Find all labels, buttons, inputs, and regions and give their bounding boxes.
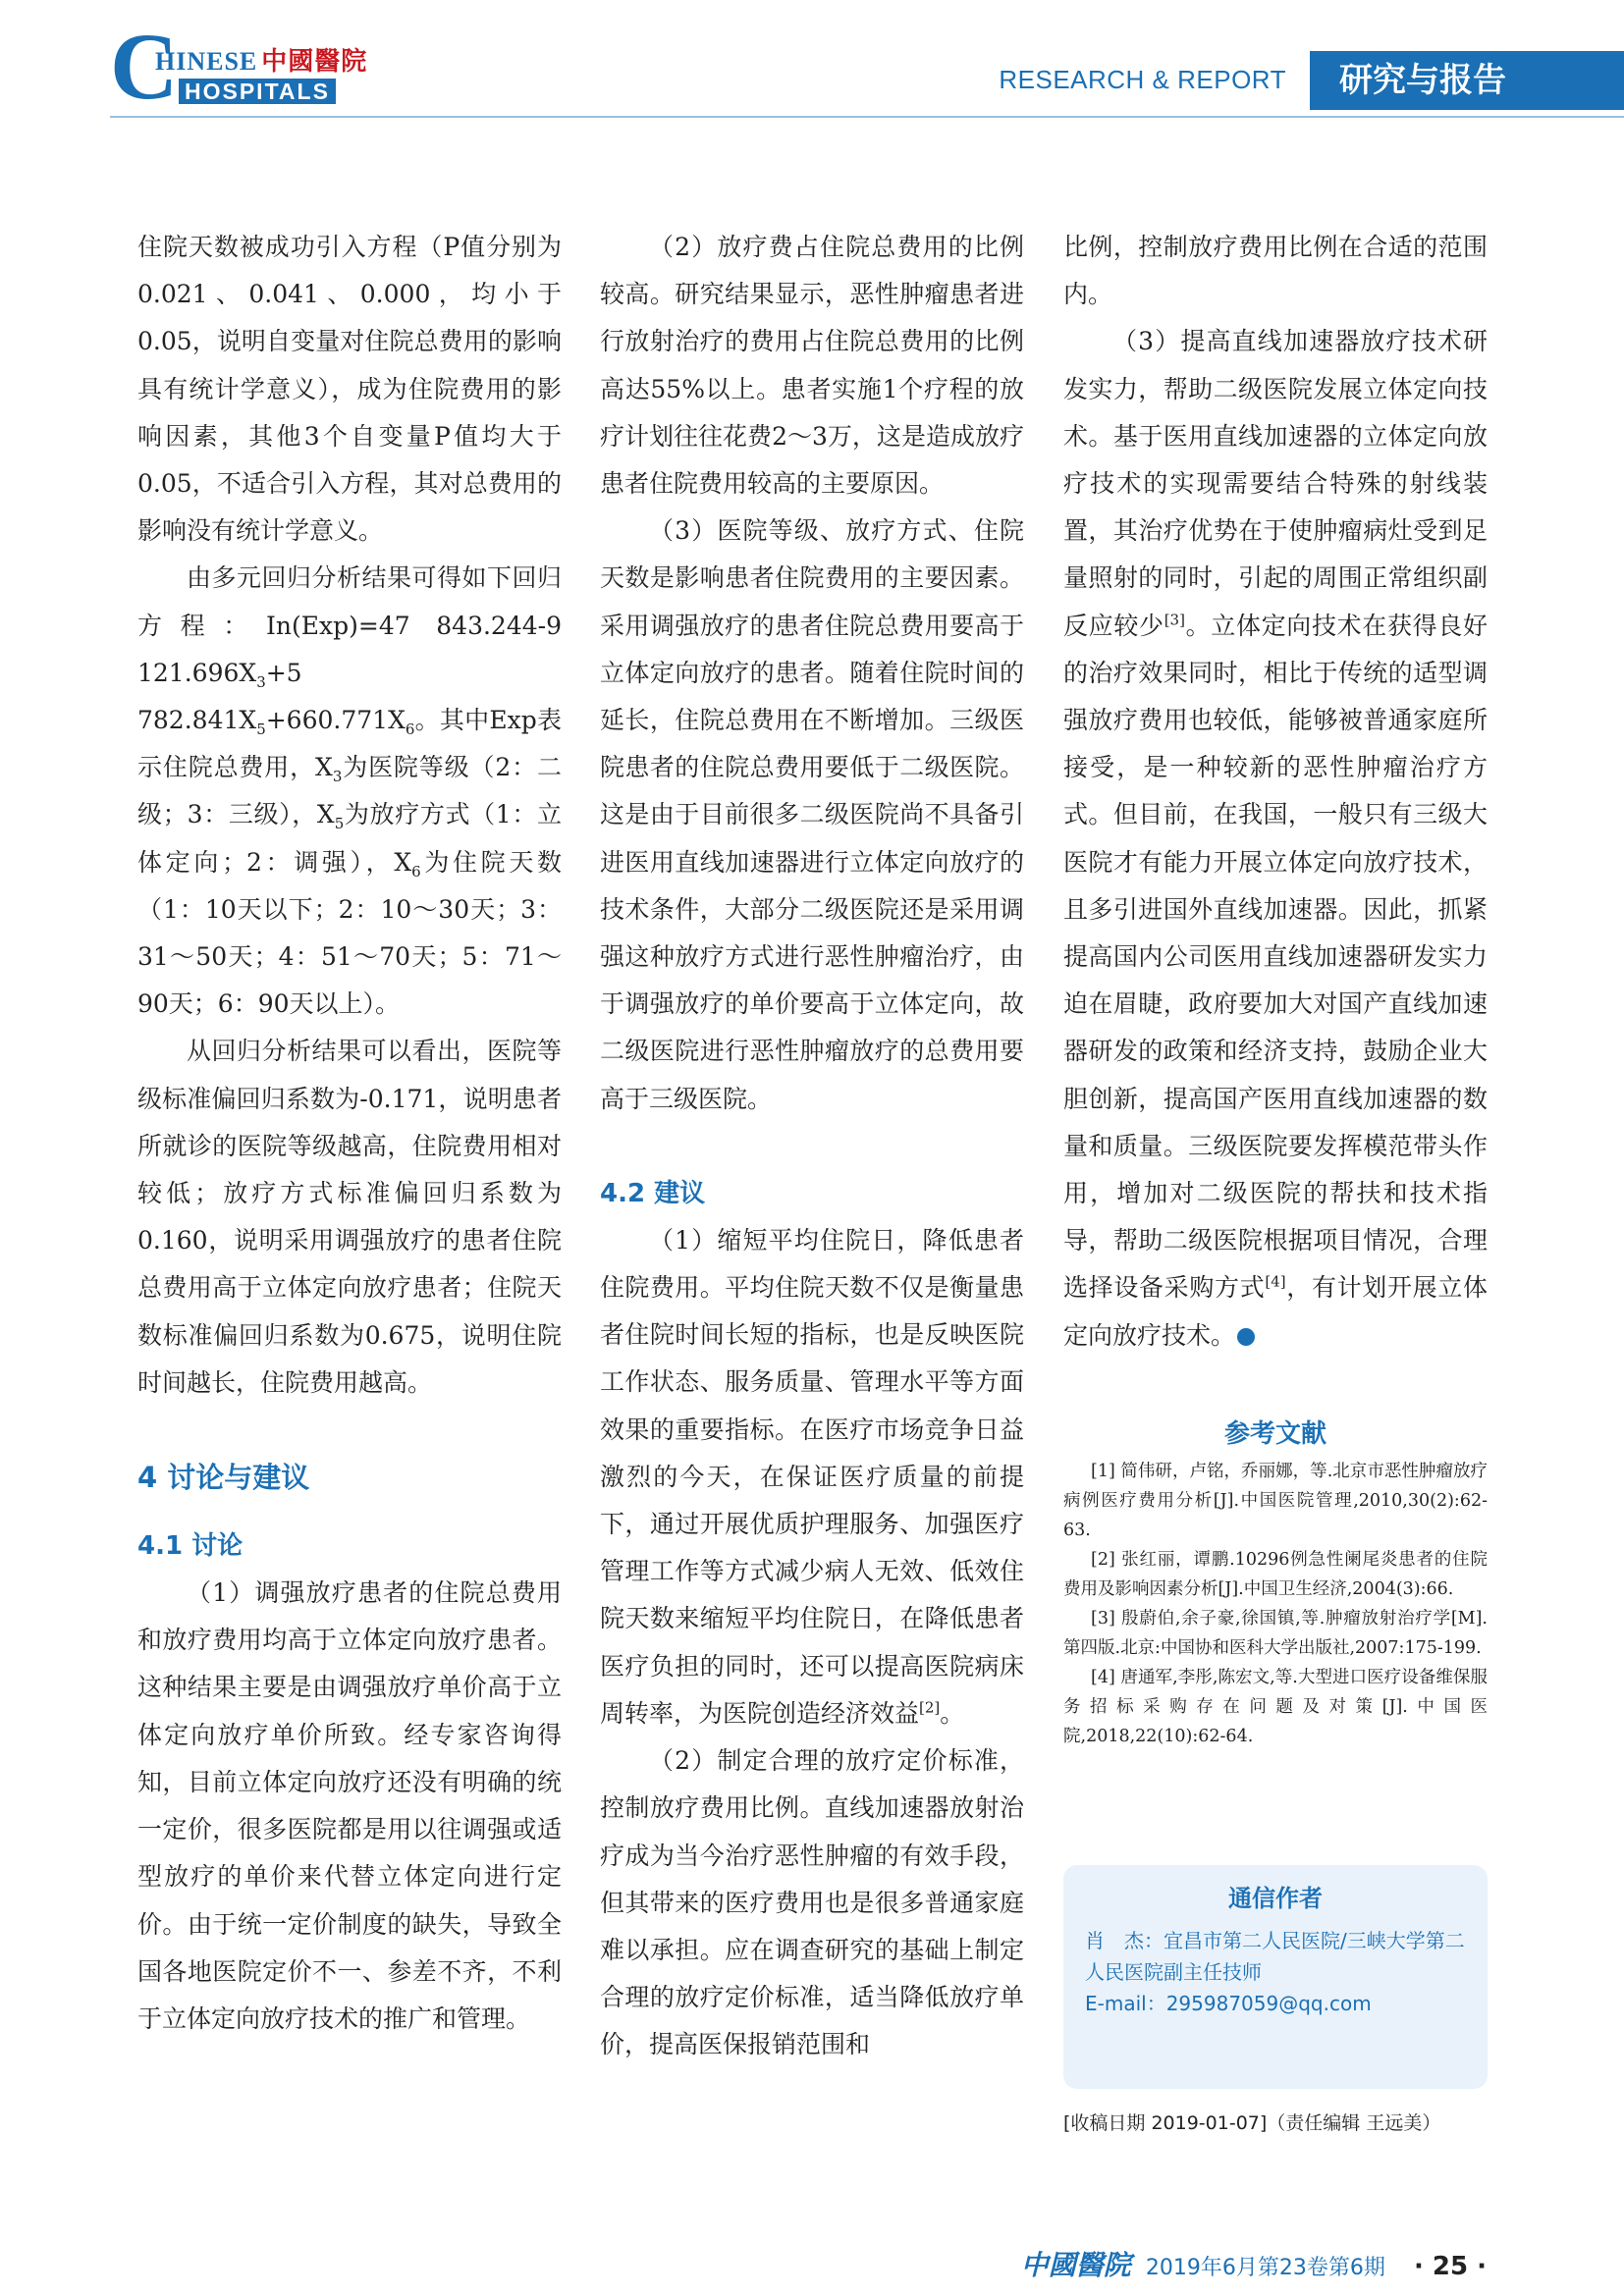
paragraph: （3）医院等级、放疗方式、住院天数是影响患者住院费用的主要因素。采用调强放疗的患者住院总费用要高于立体定向放疗的患者。随着住院时间的延长，住院总费用在不断增加。三级医院患者的住院总费用要低于二级医院。这是由于目前很多二级医院尚不具备引进医用直线加速器进行立体定向放疗的技术条件，大部分二级医院还是采用调强这种放疗方式进行恶性肿瘤治疗，由于调强放疗的单价要高于立体定向，故二级医院进行恶性肿瘤放疗的总费用要高于三级医院。: [600, 516, 1024, 1113]
footer-brand: 中國醫院: [1020, 2249, 1131, 2281]
author-affiliation: 肖 杰：宜昌市第二人民医院/三峡大学第二人民医院副主任技师: [1085, 1929, 1465, 1984]
section-name-cn: 研究与报告: [1310, 51, 1624, 110]
subsection-heading: 4.1 讨论: [137, 1531, 244, 1562]
page-number: · 25 ·: [1413, 2252, 1487, 2281]
paragraph-regression-equation: [137, 555, 562, 1028]
logo-top-line: [155, 41, 367, 78]
text-column-1: [137, 224, 562, 2043]
paragraph: （1）调强放疗患者的住院总费用和放疗费用均高于立体定向放疗患者。这种结果主要是由调强放疗单价高于立体定向放疗单价所致。经专家咨询得知，目前立体定向放疗还没有明确的统一定价，很多医院都是用以往调强或适型放疗的单价来代替立体定向进行定价。由于统一定价制度的缺失，导致全国各地医院定价不一、参差不齐，不利于立体定向放疗技术的推广和管理。: [137, 1578, 562, 2033]
subscript: 5: [334, 815, 345, 833]
citation: [4]: [1265, 1273, 1286, 1292]
text-run: 为住院天数（1：10天以下；2：10～30天；3：31～50天；4：51～70天；5：71～90天；6：90天以上）。: [137, 847, 562, 1019]
paragraph: 从回归分析结果可以看出，医院等级标准偏回归系数为-0.171，说明患者所就诊的医院等级越高，住院费用相对较低；放疗方式标准偏回归系数为0.160，说明采用调强放疗的患者住院总费用高于立体定向放疗患者；住院天数标准偏回归系数为0.675，说明住院时间越长，住院费用越高。: [137, 1037, 562, 1397]
footer-issue: 2019年6月第23卷第6期: [1145, 2256, 1385, 2280]
citation: [2]: [919, 1698, 941, 1717]
logo-chinese-cn: 中國醫院: [261, 47, 368, 76]
subsection-heading: 4.2 建议: [600, 1178, 706, 1208]
references-title: 参考文献: [1223, 1419, 1326, 1449]
text-run: 。: [940, 1698, 965, 1728]
text-run: 为医院等级（2：二级；3：三级），X: [137, 753, 562, 829]
text-run: 为放疗方式（1：立体定向；2：调强），X: [137, 800, 562, 877]
text-run: +660.771X: [265, 706, 406, 735]
text-run: +5 782.841X: [137, 658, 302, 735]
spacer: [600, 1123, 1024, 1170]
references-list: [1063, 1457, 1488, 1751]
author-box-title: 通信作者: [1228, 1885, 1323, 1912]
corresponding-author-box: [1063, 1865, 1488, 2089]
reference-item: [4] 唐通军,李彤,陈宏文,等.大型进口医疗设备维保服务招标采购存在问题及对策[J].中国医院,2018,22(10):62-64.: [1063, 1668, 1488, 1746]
text-run: 。立体定向技术在获得良好的治疗效果同时，相比于传统的适型调强放疗费用也较低，能够被普通家庭所接受，是一种较新的恶性肿瘤治疗方式。但目前，在我国，一般只有三级大医院才有能力开展立体定向放疗技术，且多引进国外直线加速器。因此，抓紧提高国内公司医用直线加速器研发实力迫在眉睫，政府要加大对国产直线加速器研发的政策和经济支持，鼓励企业大胆创新，提高国产医用直线加速器的数量和质量。三级医院要发挥模范带头作用，增加对二级医院的帮扶和技术指导，帮助二级医院根据项目情况，合理选择设备采购方式: [1063, 611, 1488, 1303]
text-run: 。其中Exp表示住院总费用，X: [137, 706, 562, 782]
subscript: 5: [256, 721, 266, 739]
paragraph: [600, 1217, 1024, 1737]
text-run: （1）缩短平均住院日，降低患者住院费用。平均住院天数不仅是衡量患者住院时间长短的指标，也是反映医院工作状态、服务质量、管理水平等方面效果的重要指标。在医疗市场竞争日益激烈的今天，在保证医疗质量的前提下，通过开展优质护理服务、加强医疗管理工作等方式减少病人无效、低效住院天数来缩短平均住院日，在降低患者医疗负担的同时，还可以提高医院病床周转率，为医院创造经济效益: [600, 1225, 1024, 1728]
paragraph: （2）制定合理的放疗定价标准，控制放疗费用比例。直线加速器放射治疗成为当今治疗恶性肿瘤的有效手段，但其带来的医疗费用也是很多普通家庭难以承担。应在调查研究的基础上制定合理的放疗定价标准，适当降低放疗单价，提高医保报销范围和: [600, 1746, 1024, 2059]
paragraph: （2）放疗费占住院总费用的比例较高。研究结果显示，恶性肿瘤患者进行放射治疗的费用占住院总费用的比例高达55%以上。患者实施1个疗程的放疗计划往往花费2～3万，这是造成放疗患者住院费用较高的主要原因。: [600, 233, 1024, 499]
reference-item: [3] 殷蔚伯,余子豪,徐国镇,等.肿瘤放射治疗学[M].第四版.北京:中国协和医科大学出版社,2007:175-199.: [1063, 1609, 1488, 1658]
article-end-icon: [1237, 1328, 1255, 1346]
citation: [3]: [1164, 611, 1185, 629]
section-heading: 4 讨论与建议: [137, 1461, 310, 1495]
spacer: [137, 1501, 562, 1522]
paragraph: 比例，控制放疗费用比例在合适的范围内。: [1063, 233, 1488, 309]
spacer: [137, 1407, 562, 1454]
section-name-en: RESEARCH & REPORT: [999, 65, 1286, 94]
received-date: [收稿日期 2019-01-07]（责任编辑 王远美）: [1063, 2112, 1441, 2134]
paragraph: 住院天数被成功引入方程（P值分别为0.021、0.041、0.000，均小于0.05，说明自变量对住院总费用的影响具有统计学意义），成为住院费用的影响因素，其他3个自变量P值均大于0.05，不适合引入方程，其对总费用的影响没有统计学意义。: [137, 233, 562, 546]
logo-letter-c: C: [110, 14, 179, 119]
logo-hospitals: HOSPITALS: [179, 79, 336, 104]
subscript: 3: [256, 672, 266, 691]
subscript: 6: [405, 721, 415, 739]
paragraph: [1063, 318, 1488, 1359]
page-footer: [1021, 2244, 1487, 2283]
text-column-3: [1063, 224, 1488, 1360]
author-email: E-mail：295987059@qq.com: [1085, 1992, 1372, 2015]
subscript: 3: [332, 768, 343, 786]
reference-item: [1] 简伟研，卢铭，乔丽娜，等.北京市恶性肿瘤放疗病例医疗费用分析[J].中国医院管理,2010,30(2):62-63.: [1063, 1462, 1488, 1540]
journal-logo: [110, 14, 368, 119]
text-run: ，有计划开展立体定向放疗技术。: [1063, 1273, 1488, 1350]
reference-item: [2] 张红丽，谭鹏.10296例急性阑尾炎患者的住院费用及影响因素分析[J].中国卫生经济,2004(3):66.: [1063, 1550, 1488, 1599]
header-divider: [110, 116, 1624, 118]
text-run: 由多元回归分析结果可得如下回归方程：In(Exp)=47 843.244-9 121.696X: [137, 563, 562, 687]
subscript: 6: [411, 862, 421, 881]
text-run: （3）提高直线加速器放疗技术研发实力，帮助二级医院发展立体定向技术。基于医用直线加速器的立体定向放疗技术的实现需要结合特殊的射线装置，其治疗优势在于使肿瘤病灶受到足量照射的同时，引起的周围正常组织副反应较少: [1063, 327, 1488, 640]
logo-chinese-en: HINESE: [155, 47, 258, 76]
text-column-2: [600, 224, 1024, 2069]
